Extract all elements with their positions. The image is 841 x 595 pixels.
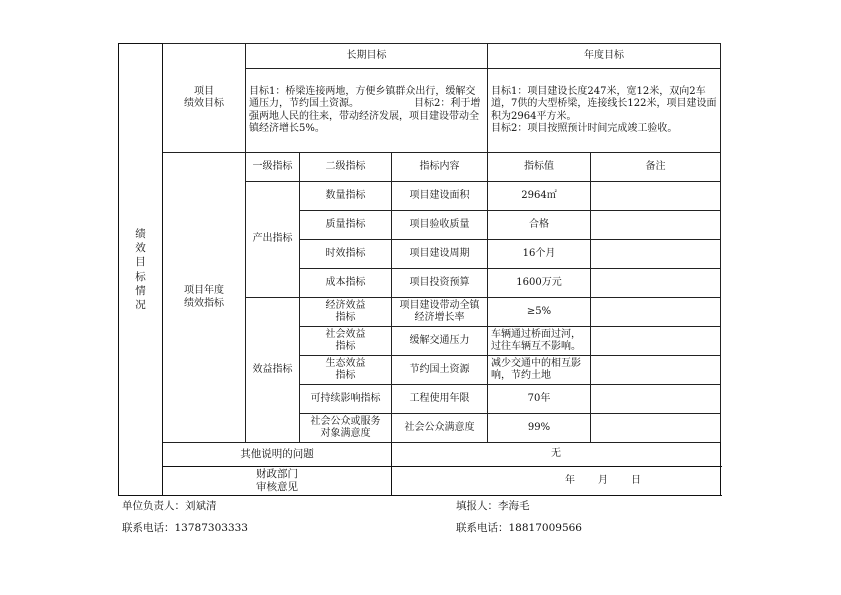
output-content: 项目验收质量 [392,211,488,240]
benefit-indicator-label: 效益指标 [246,298,300,443]
filler: 填报人：李海毛 [456,500,530,512]
other-issues-label: 其他说明的问题 [163,443,392,467]
output-note [591,269,721,298]
section-label: 绩效目标情况 [135,228,146,311]
unit-head: 单位负责人：刘斌清 [122,500,217,512]
benefit-note [591,298,721,327]
output-content: 项目建设周期 [392,240,488,269]
annual-header: 年度目标 [488,44,721,69]
section-label-cell [119,44,163,496]
long-term-header: 长期目标 [246,44,488,69]
benefit-content: 节约国土资源 [392,356,488,385]
header-first-level: 一级指标 [246,153,300,182]
indicators-label-cell [163,153,246,443]
finance-review-label: 财政部门 审核意见 [163,467,392,496]
finance-review-date: 年 月 日 [392,467,721,496]
benefit-note [591,327,721,356]
indicators-label: 项目年度 绩效指标 [184,285,224,309]
benefit-value: 减少交通中的相互影响，节约土地 [488,356,591,385]
output-note [591,211,721,240]
output-second: 质量指标 [300,211,392,240]
benefit-value: ≥5% [488,298,591,327]
output-second: 数量指标 [300,182,392,211]
benefit-value: 车辆通过桥面过河，过往车辆互不影响。 [488,327,591,356]
output-content: 项目投资预算 [392,269,488,298]
benefit-second: 社会公众或服务 对象满意度 [300,414,392,443]
goals-label: 项目 绩效目标 [184,85,224,109]
benefit-second: 经济效益 指标 [300,298,392,327]
benefit-second: 可持续影响指标 [300,385,392,414]
benefit-content: 缓解交通压力 [392,327,488,356]
benefit-second: 社会效益 指标 [300,327,392,356]
output-second: 成本指标 [300,269,392,298]
output-note [591,182,721,211]
benefit-value: 99% [488,414,591,443]
benefit-note [591,385,721,414]
long-term-goal-text: 目标1：桥梁连接两地，方便乡镇群众出行，缓解交通压力，节约国土资源。 目标2：利于增强两地人民的往来，带动经济发展，项目建设带动全镇经济增长5%。 [246,69,488,153]
output-value: 16个月 [488,240,591,269]
performance-target-table [118,43,721,496]
benefit-content: 工程使用年限 [392,385,488,414]
output-value: 1600万元 [488,269,591,298]
benefit-note [591,414,721,443]
header-value: 指标值 [488,153,591,182]
benefit-content: 社会公众满意度 [392,414,488,443]
header-content: 指标内容 [392,153,488,182]
annual-goal-text: 目标1：项目建设长度247米，宽12米，双向2车道，7供的大型桥梁，连接线长122米，项目建设面积为2964平方米。 目标2：项目按照预计时间完成竣工验收。 [488,69,721,153]
output-indicator-label: 产出指标 [246,182,300,298]
benefit-content: 项目建设带动全镇 经济增长率 [392,298,488,327]
output-second: 时效指标 [300,240,392,269]
contact-right: 联系电话：18817009566 [456,522,582,534]
benefit-second: 生态效益 指标 [300,356,392,385]
output-note [591,240,721,269]
header-note: 备注 [591,153,721,182]
other-issues-value: 无 [392,443,721,467]
benefit-value: 70年 [488,385,591,414]
header-second-level: 二级指标 [300,153,392,182]
output-value: 合格 [488,211,591,240]
contact-left: 联系电话：13787303333 [122,522,248,534]
output-value: 2964㎡ [488,182,591,211]
output-content: 项目建设面积 [392,182,488,211]
benefit-note [591,356,721,385]
goals-label-cell [163,44,246,153]
